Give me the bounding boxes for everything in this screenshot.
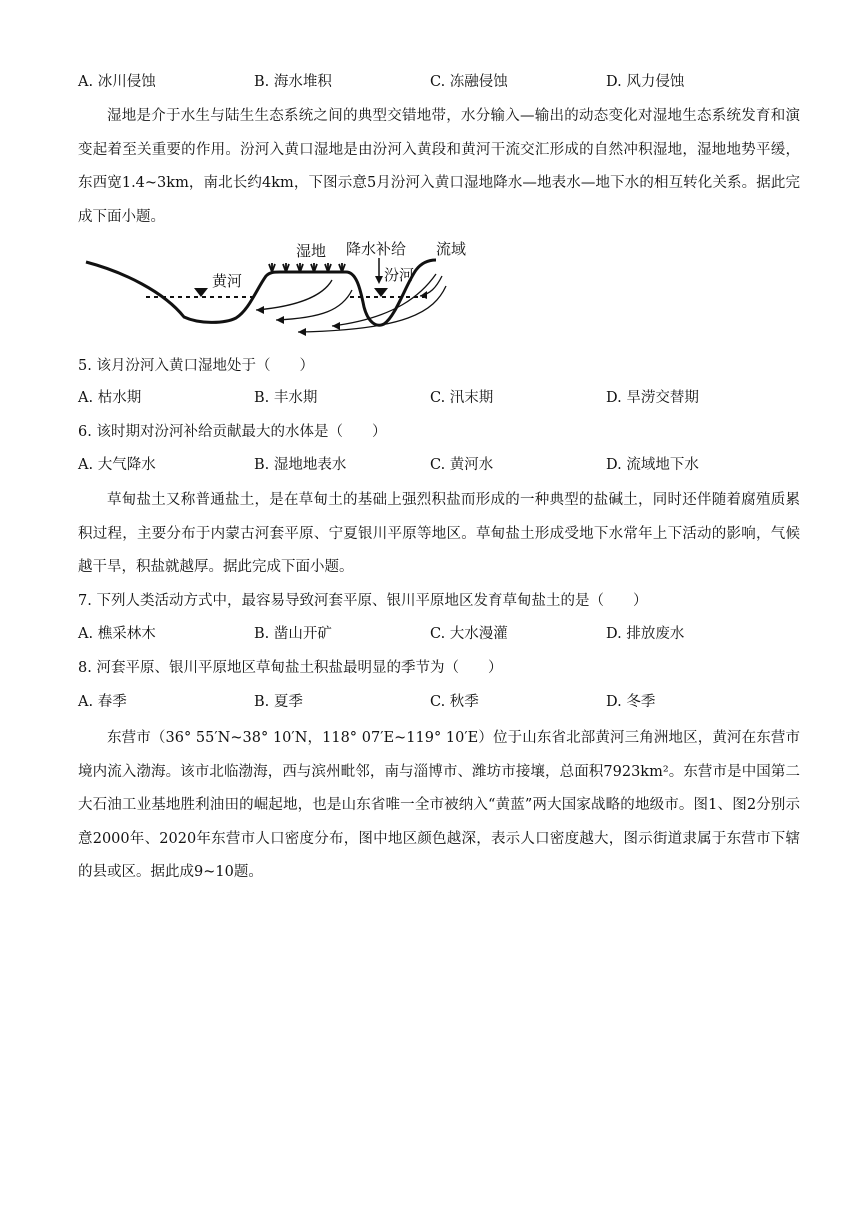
label-precip: 降水补给 bbox=[346, 240, 407, 258]
groundwater-flows bbox=[256, 274, 446, 332]
option-b: B. 湿地地表水 bbox=[254, 457, 347, 473]
q5-stem: 5. 该月汾河入黄口湿地处于（ ） bbox=[78, 358, 314, 374]
option-c: C. 黄河水 bbox=[430, 457, 494, 473]
option-d: D. 风力侵蚀 bbox=[606, 74, 685, 90]
label-wetland: 湿地 bbox=[296, 242, 327, 260]
q6-stem: 6. 该时期对汾河补给贡献最大的水体是（ ） bbox=[78, 424, 387, 440]
wetland-water-diagram bbox=[84, 232, 484, 342]
option-a: A. 大气降水 bbox=[78, 457, 156, 473]
passage-salt-soil: 草甸盐土又称普通盐土，是在草甸土的基础上强烈积盐而形成的一种典型的盐碱土，同时还伴随着腐殖质累积过程，主要分布于内蒙古河套平原、宁夏银川平原等地区。草甸盐土形成受地下水常年上下活动的影响，气候越干旱，积盐就越厚。据此完成下面小题。 bbox=[78, 492, 800, 575]
passage-wetland: 湿地是介于水生与陆生生态系统之间的典型交错地带，水分输入—输出的动态变化对湿地生态系统发育和演变起着至关重要的作用。汾河入黄口湿地是由汾河入黄段和黄河干流交汇形成的自然冲积湿地，湿地地势平缓，东西宽1.4~3km，南北长约4km，下图示意5月汾河入黄口湿地降水—地表水—地下水的相互转化关系。据此完成下面小题。 bbox=[78, 108, 800, 225]
option-d: D. 旱涝交替期 bbox=[606, 390, 699, 406]
option-a: A. 樵采林木 bbox=[78, 626, 156, 642]
option-b: B. 凿山开矿 bbox=[254, 626, 332, 642]
option-c: C. 秋季 bbox=[430, 694, 479, 710]
option-a: A. 冰川侵蚀 bbox=[78, 74, 156, 90]
option-b: B. 丰水期 bbox=[254, 390, 318, 406]
q7-stem: 7. 下列人类活动方式中，最容易导致河套平原、银川平原地区发育草甸盐土的是（ ） bbox=[78, 593, 648, 609]
yellow-river-level-marker bbox=[194, 288, 208, 297]
passage-dongying: 东营市（36° 55′N~38° 10′N，118° 07′E~119° 10′E）位于山东省北部黄河三角洲地区，黄河在东营市境内流入渤海。该市北临渤海，西与滨州毗邻，南与淄博市、潍坊市接壤，总面积7923km²。东营市是中国第二大石油工业基地胜利油田的崛起地，也是山东省唯一全市被纳入“黄蓝”两大国家战略的地级市。图1、图2分别示意2000年、2020年东营市人口密度分布，图中地区颜色越深，表示人口密度越大，图示街道隶属于东营市下辖的县或区。据此成9~10题。 bbox=[78, 730, 800, 880]
option-d: D. 流域地下水 bbox=[606, 457, 699, 473]
option-a: A. 春季 bbox=[78, 694, 127, 710]
option-d: D. 排放废水 bbox=[606, 626, 685, 642]
q8-stem: 8. 河套平原、银川平原地区草甸盐土积盐最明显的季节为（ ） bbox=[78, 660, 503, 676]
option-a: A. 枯水期 bbox=[78, 390, 142, 406]
option-c: C. 汛末期 bbox=[430, 390, 494, 406]
fen-river-level-marker bbox=[374, 288, 388, 297]
label-fen-river: 汾河 bbox=[384, 266, 415, 284]
option-c: C. 大水漫灌 bbox=[430, 626, 508, 642]
option-b: B. 海水堆积 bbox=[254, 74, 332, 90]
precip-arrow-head bbox=[375, 276, 383, 284]
option-b: B. 夏季 bbox=[254, 694, 303, 710]
q5-options bbox=[78, 386, 798, 410]
option-c: C. 冻融侵蚀 bbox=[430, 74, 508, 90]
q6-options bbox=[78, 453, 798, 477]
q8-options bbox=[78, 690, 798, 714]
q4-options bbox=[78, 70, 798, 94]
label-yellow-river: 黄河 bbox=[212, 272, 243, 290]
label-basin: 流域 bbox=[436, 240, 467, 258]
option-d: D. 冬季 bbox=[606, 694, 656, 710]
q7-options bbox=[78, 622, 798, 646]
